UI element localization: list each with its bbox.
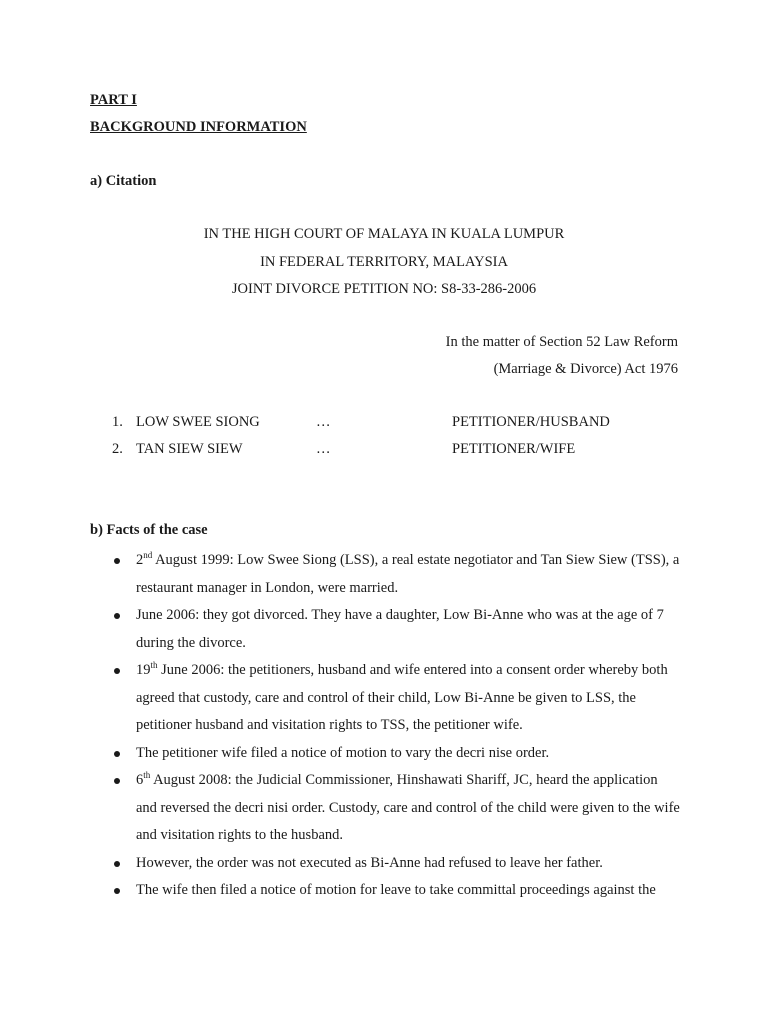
bullet-icon	[114, 861, 120, 867]
party-number: 2.	[112, 441, 123, 457]
petition-number: JOINT DIVORCE PETITION NO: S8-33-286-2006	[231, 281, 537, 297]
party-row	[112, 414, 632, 434]
party-role: PETITIONER/WIFE	[452, 441, 576, 457]
list-item	[112, 850, 682, 878]
fact-text: June 2006: they got divorced. They have a daughter, Low Bi-Anne who was at the age of 7 during the divorce.	[136, 607, 664, 651]
fact-text: August 2008: the Judicial Commissioner, Hinshawati Shariff, JC, heard the application and reversed the decri nisi order. Custody, care and control of the child were given to the wife and visitation rights to the husband.	[136, 772, 680, 843]
party-role: PETITIONER/HUSBAND	[452, 414, 610, 430]
matter-line-1: In the matter of Section 52 Law Reform	[445, 334, 678, 350]
list-item	[112, 877, 682, 905]
facts-list	[112, 547, 682, 905]
citation-heading: a) Citation	[90, 173, 157, 189]
facts-heading: b) Facts of the case	[90, 522, 208, 538]
part-heading: PART I	[90, 92, 137, 108]
fact-text: The wife then filed a notice of motion for leave to take committal proceedings against the	[136, 882, 656, 898]
fact-text: August 1999: Low Swee Siong (LSS), a real estate negotiator and Tan Siew Siew (TSS), a restaurant manager in London, were married.	[136, 552, 680, 596]
fact-date-suffix: nd	[143, 550, 153, 560]
party-ellipsis: …	[316, 414, 332, 430]
list-item	[112, 740, 682, 768]
party-number: 1.	[112, 414, 123, 430]
fact-date-suffix: th	[150, 660, 158, 670]
fact-date-number: 19	[136, 662, 151, 678]
bullet-icon	[114, 751, 120, 757]
bullet-icon	[114, 668, 120, 674]
fact-date-suffix: th	[143, 770, 151, 780]
list-item	[112, 767, 682, 850]
matter-line-2: (Marriage & Divorce) Act 1976	[493, 361, 678, 377]
party-ellipsis: …	[316, 441, 332, 457]
court-line-2: IN FEDERAL TERRITORY, MALAYSIA	[260, 254, 508, 270]
bullet-icon	[114, 613, 120, 619]
bullet-icon	[114, 778, 120, 784]
fact-text: June 2006: the petitioners, husband and wife entered into a consent order whereby both agreed that custody, care and control of their child, Low Bi-Anne be given to LSS, the petitioner husband and visitation rights to TSS, the petitioner wife.	[136, 662, 668, 733]
fact-date-number: 6	[136, 772, 144, 788]
fact-date-number: 2	[136, 552, 144, 568]
party-name: LOW SWEE SIONG	[136, 414, 260, 430]
bullet-icon	[114, 558, 120, 564]
bullet-icon	[114, 888, 120, 894]
list-item	[112, 547, 682, 602]
fact-text: However, the order was not executed as Bi-Anne had refused to leave her father.	[136, 854, 603, 871]
section-heading: BACKGROUND INFORMATION	[90, 119, 307, 135]
list-item	[112, 602, 682, 657]
list-item	[112, 657, 682, 740]
court-line-1: IN THE HIGH COURT OF MALAYA IN KUALA LUMPUR	[203, 226, 565, 242]
fact-text: The petitioner wife filed a notice of motion to vary the decri nise order.	[136, 744, 550, 761]
party-row	[112, 441, 632, 461]
party-name: TAN SIEW SIEW	[136, 441, 243, 457]
